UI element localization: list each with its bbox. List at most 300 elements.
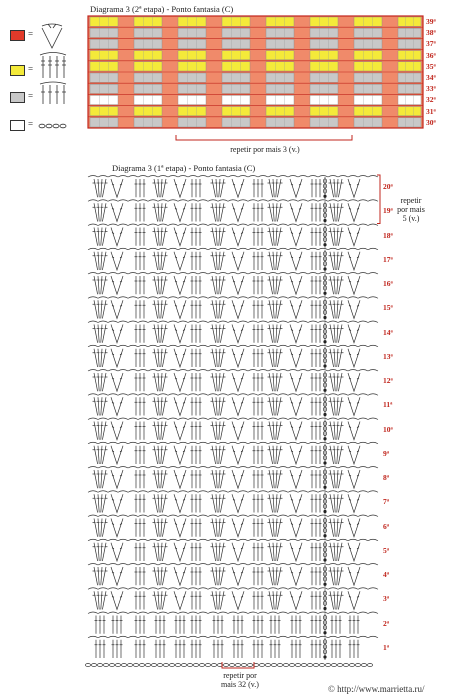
- treble-stitch: [94, 397, 98, 415]
- vee-crossbar: [233, 330, 243, 331]
- chain-arc: [268, 345, 278, 347]
- chain-arc: [208, 467, 218, 469]
- treble-stitch: [162, 349, 166, 367]
- vee-stitch: [174, 203, 186, 221]
- chain-arc: [198, 248, 208, 250]
- chain-arc: [318, 491, 328, 493]
- vee-crossbar: [349, 330, 359, 331]
- chain-arc: [108, 321, 118, 323]
- treble-stitch: [101, 519, 102, 537]
- foundation-chain: [223, 664, 228, 667]
- chain-arc: [278, 321, 288, 323]
- chain-arc: [108, 588, 118, 590]
- treble-stitch: [337, 179, 338, 197]
- chain-arc: [328, 297, 338, 299]
- chain-arc: [278, 539, 288, 541]
- treble-stitch: [330, 325, 334, 343]
- chain-arc: [208, 248, 218, 250]
- chain-arc: [238, 345, 248, 347]
- chain-arc: [138, 176, 148, 178]
- chain-arc: [88, 467, 98, 469]
- chain-arc: [88, 224, 98, 226]
- treble-stitch: [102, 325, 106, 343]
- chain-arc: [238, 176, 248, 178]
- treble-stitch: [216, 373, 217, 391]
- treble-stitch: [212, 325, 216, 343]
- chain-arc: [298, 636, 308, 638]
- vee-stitch: [290, 300, 302, 318]
- chain-arc: [108, 345, 118, 347]
- treble-stitch: [334, 252, 335, 270]
- chain-arc: [188, 418, 198, 420]
- vee-crossbar: [349, 499, 359, 500]
- chain-arc: [328, 636, 338, 638]
- treble-stitch: [338, 325, 342, 343]
- chain-arc: [128, 636, 138, 638]
- treble-stitch: [154, 543, 158, 561]
- treble-stitch: [220, 325, 224, 343]
- vee-crossbar: [233, 572, 243, 573]
- chain-arc: [348, 200, 358, 202]
- chain-arc: [128, 515, 138, 517]
- chain-arc: [178, 321, 188, 323]
- bottom-repeat-note: [210, 671, 270, 689]
- treble-stitch: [158, 591, 159, 609]
- chain-arc: [298, 442, 308, 444]
- vee-crossbar: [349, 305, 359, 306]
- treble-stitch: [101, 543, 102, 561]
- vee-stitch: [232, 543, 244, 561]
- chain-arc: [178, 176, 188, 178]
- vee-stitch: [290, 373, 302, 391]
- vee-stitch: [232, 494, 244, 512]
- chain-arc: [108, 612, 118, 614]
- treble-stitch: [94, 446, 98, 464]
- treble-stitch: [94, 470, 98, 488]
- chain-arc: [318, 515, 328, 517]
- chain-arc: [198, 467, 208, 469]
- treble-stitch: [334, 519, 335, 537]
- chain-arc: [288, 273, 298, 275]
- chain-arc: [228, 636, 238, 638]
- chain-arc: [168, 297, 178, 299]
- chain-arc: [208, 491, 218, 493]
- treble-stitch: [162, 591, 166, 609]
- vee-stitch: [348, 543, 360, 561]
- treble-stitch: [219, 470, 220, 488]
- treble-stitch: [98, 276, 99, 294]
- chain-arc: [358, 394, 368, 396]
- vee-stitch: [174, 543, 186, 561]
- treble-stitch: [212, 397, 216, 415]
- chain-arc: [308, 176, 318, 178]
- treble-stitch: [219, 543, 220, 561]
- treble-stitch: [98, 470, 99, 488]
- chain-arc: [208, 442, 218, 444]
- chain-arc: [98, 564, 108, 566]
- chain-arc: [338, 442, 348, 444]
- chain-arc: [238, 248, 248, 250]
- chain-arc: [368, 636, 378, 638]
- vee-crossbar: [349, 475, 359, 476]
- treble-stitch: [330, 203, 334, 221]
- chain-arc: [158, 370, 168, 372]
- treble-stitch: [277, 203, 281, 221]
- treble-stitch: [338, 349, 342, 367]
- chain-arc: [108, 176, 118, 178]
- chain-arc: [238, 200, 248, 202]
- vee-crossbar: [349, 184, 359, 185]
- vee-stitch: [174, 276, 186, 294]
- bottom-row-label: 20ª: [383, 182, 393, 192]
- chain-arc: [218, 636, 228, 638]
- treble-stitch: [334, 446, 335, 464]
- slip-stitch-dot: [323, 413, 326, 416]
- chain-arc: [318, 370, 328, 372]
- chain-arc: [118, 200, 128, 202]
- chain-arc: [338, 612, 348, 614]
- foundation-chain: [187, 664, 192, 667]
- vee-stitch: [348, 228, 360, 246]
- chain-arc: [168, 588, 178, 590]
- chain-arc: [138, 442, 148, 444]
- chain-arc: [198, 564, 208, 566]
- treble-stitch: [337, 470, 338, 488]
- chain-arc: [278, 418, 288, 420]
- chain-arc: [318, 612, 328, 614]
- treble-stitch: [158, 519, 159, 537]
- chain-arc: [188, 588, 198, 590]
- treble-stitch: [219, 591, 220, 609]
- chain-arc: [98, 176, 108, 178]
- treble-stitch: [220, 252, 224, 270]
- chain-arc: [208, 515, 218, 517]
- chain-arc: [358, 224, 368, 226]
- treble-stitch: [162, 203, 166, 221]
- foundation-chain: [133, 664, 138, 667]
- chain-arc: [148, 224, 158, 226]
- chain-arc: [238, 297, 248, 299]
- chain-arc: [148, 345, 158, 347]
- foundation-chain: [235, 664, 240, 667]
- chain-arc: [198, 491, 208, 493]
- chain-arc: [148, 248, 158, 250]
- chain-arc: [188, 515, 198, 517]
- chain-arc: [348, 248, 358, 250]
- chain-arc: [218, 418, 228, 420]
- treble-stitch: [220, 494, 224, 512]
- chain-arc: [278, 176, 288, 178]
- chain-arc: [228, 564, 238, 566]
- chain-arc: [198, 588, 208, 590]
- treble-stitch: [212, 543, 216, 561]
- treble-stitch: [277, 543, 281, 561]
- treble-stitch: [330, 373, 334, 391]
- treble-stitch: [338, 470, 342, 488]
- treble-stitch: [216, 228, 217, 246]
- treble-stitch: [102, 349, 106, 367]
- chain-arc: [128, 588, 138, 590]
- chain-arc: [338, 636, 348, 638]
- slip-stitch-dot: [323, 195, 326, 198]
- chain-arc: [248, 442, 258, 444]
- chain-arc: [148, 515, 158, 517]
- chain-arc: [118, 588, 128, 590]
- chain-arc: [178, 200, 188, 202]
- chain-arc: [248, 418, 258, 420]
- treble-stitch: [334, 397, 335, 415]
- chain-arc: [258, 248, 268, 250]
- chain-arc: [208, 636, 218, 638]
- chain-arc: [118, 370, 128, 372]
- chain-arc: [148, 370, 158, 372]
- chain-arc: [338, 273, 348, 275]
- vee-crossbar: [175, 208, 185, 209]
- chain-arc: [188, 200, 198, 202]
- treble-stitch: [101, 422, 102, 440]
- treble-stitch: [162, 543, 166, 561]
- chain-arc: [158, 467, 168, 469]
- chain-arc: [198, 273, 208, 275]
- vee-crossbar: [349, 233, 359, 234]
- treble-stitch: [212, 228, 216, 246]
- chain-arc: [218, 588, 228, 590]
- treble-stitch: [273, 470, 274, 488]
- treble-stitch: [161, 494, 162, 512]
- chain-arc: [348, 442, 358, 444]
- treble-stitch: [219, 203, 220, 221]
- chain-arc: [158, 345, 168, 347]
- treble-stitch: [154, 470, 158, 488]
- chain-arc: [308, 370, 318, 372]
- chain-arc: [328, 176, 338, 178]
- treble-stitch: [158, 252, 159, 270]
- foundation-chain: [307, 664, 312, 667]
- chain-arc: [178, 370, 188, 372]
- chain-arc: [168, 636, 178, 638]
- chain-arc: [118, 297, 128, 299]
- vee-stitch: [111, 179, 123, 197]
- vee-crossbar: [175, 475, 185, 476]
- treble-stitch: [98, 494, 99, 512]
- treble-stitch: [220, 591, 224, 609]
- vee-stitch: [111, 203, 123, 221]
- treble-stitch: [216, 300, 217, 318]
- treble-stitch: [94, 422, 98, 440]
- chain-arc: [158, 442, 168, 444]
- chain-arc: [228, 515, 238, 517]
- chain-arc: [258, 200, 268, 202]
- treble-stitch: [338, 179, 342, 197]
- chain-arc: [368, 564, 378, 566]
- chain-arc: [308, 321, 318, 323]
- vee-crossbar: [291, 378, 301, 379]
- chain-arc: [348, 491, 358, 493]
- vee-stitch: [111, 446, 123, 464]
- treble-stitch: [276, 228, 277, 246]
- treble-stitch: [269, 349, 273, 367]
- chain-arc: [368, 467, 378, 469]
- vee-stitch: [174, 591, 186, 609]
- treble-stitch: [154, 325, 158, 343]
- treble-stitch: [337, 494, 338, 512]
- vee-stitch: [232, 373, 244, 391]
- treble-stitch: [161, 470, 162, 488]
- treble-stitch: [269, 470, 273, 488]
- chain-arc: [88, 491, 98, 493]
- vee-crossbar: [233, 281, 243, 282]
- foundation-chain: [367, 664, 372, 667]
- chain-arc: [198, 321, 208, 323]
- foundation-chain: [145, 664, 150, 667]
- treble-stitch: [158, 349, 159, 367]
- chain-arc: [208, 539, 218, 541]
- chain-arc: [328, 273, 338, 275]
- vee-stitch: [348, 373, 360, 391]
- treble-stitch: [98, 422, 99, 440]
- chain-arc: [358, 515, 368, 517]
- treble-stitch: [334, 300, 335, 318]
- treble-stitch: [94, 228, 98, 246]
- vee-crossbar: [349, 572, 359, 573]
- treble-stitch: [338, 397, 342, 415]
- chain-arc: [218, 515, 228, 517]
- vee-stitch: [290, 228, 302, 246]
- chain-arc: [88, 273, 98, 275]
- treble-stitch: [216, 325, 217, 343]
- chain-arc: [308, 442, 318, 444]
- chain-arc: [308, 224, 318, 226]
- treble-stitch: [162, 470, 166, 488]
- chain-arc: [248, 321, 258, 323]
- chain-arc: [238, 370, 248, 372]
- chain-arc: [298, 564, 308, 566]
- treble-stitch: [269, 494, 273, 512]
- vee-crossbar: [112, 475, 122, 476]
- treble-stitch: [94, 567, 98, 585]
- chain-arc: [208, 224, 218, 226]
- vee-crossbar: [175, 402, 185, 403]
- treble-stitch: [216, 446, 217, 464]
- chain-arc: [368, 248, 378, 250]
- chain-arc: [128, 176, 138, 178]
- chain-arc: [268, 588, 278, 590]
- vee-stitch: [232, 591, 244, 609]
- bottom-row-label: 3ª: [383, 594, 389, 604]
- chain-arc: [368, 612, 378, 614]
- treble-stitch: [277, 470, 281, 488]
- chain-arc: [88, 297, 98, 299]
- chain-arc: [328, 564, 338, 566]
- chain-arc: [158, 515, 168, 517]
- chain-arc: [288, 224, 298, 226]
- slip-stitch-dot: [323, 558, 326, 561]
- foundation-chain: [211, 664, 216, 667]
- chain-arc: [278, 273, 288, 275]
- vee-stitch: [348, 567, 360, 585]
- treble-stitch: [98, 446, 99, 464]
- chain-arc: [298, 515, 308, 517]
- chain-arc: [318, 176, 328, 178]
- treble-stitch: [212, 276, 216, 294]
- treble-stitch: [161, 422, 162, 440]
- chain-arc: [348, 564, 358, 566]
- treble-stitch: [212, 591, 216, 609]
- chain-arc: [308, 418, 318, 420]
- treble-stitch: [161, 276, 162, 294]
- chain-arc: [298, 394, 308, 396]
- chain-arc: [118, 418, 128, 420]
- vee-stitch: [111, 397, 123, 415]
- treble-stitch: [101, 446, 102, 464]
- chain-arc: [118, 224, 128, 226]
- vee-crossbar: [233, 475, 243, 476]
- vee-stitch: [174, 446, 186, 464]
- chain-arc: [258, 370, 268, 372]
- treble-stitch: [330, 543, 334, 561]
- vee-stitch: [290, 519, 302, 537]
- vee-crossbar: [233, 233, 243, 234]
- top-diagram-title: Diagrama 3 (2ª etapa) - Ponto fantasia (C): [90, 4, 234, 14]
- vee-crossbar: [291, 524, 301, 525]
- chain-arc: [178, 491, 188, 493]
- treble-stitch: [276, 179, 277, 197]
- chain-arc: [348, 370, 358, 372]
- chain-arc: [228, 200, 238, 202]
- treble-stitch: [276, 373, 277, 391]
- foundation-chain: [349, 664, 354, 667]
- chain-arc: [118, 636, 128, 638]
- treble-stitch: [330, 179, 334, 197]
- treble-stitch: [94, 179, 98, 197]
- treble-stitch: [162, 519, 166, 537]
- chain-arc: [368, 418, 378, 420]
- chain-arc: [278, 394, 288, 396]
- chain-arc: [218, 442, 228, 444]
- treble-stitch: [277, 252, 281, 270]
- treble-stitch: [98, 325, 99, 343]
- chain-arc: [138, 612, 148, 614]
- treble-stitch: [161, 397, 162, 415]
- slip-stitch-dot: [323, 219, 326, 222]
- chain-arc: [318, 273, 328, 275]
- treble-stitch: [216, 397, 217, 415]
- chain-arc: [288, 370, 298, 372]
- chain-arc: [128, 442, 138, 444]
- chain-arc: [348, 467, 358, 469]
- vee-stitch: [348, 494, 360, 512]
- treble-stitch: [334, 470, 335, 488]
- chain-arc: [88, 515, 98, 517]
- chain-arc: [188, 248, 198, 250]
- vee-crossbar: [291, 184, 301, 185]
- top-row-label: 38ª: [426, 28, 436, 38]
- chain-arc: [318, 539, 328, 541]
- chain-arc: [288, 467, 298, 469]
- chain-arc: [238, 588, 248, 590]
- treble-stitch: [273, 373, 274, 391]
- vee-crossbar: [112, 427, 122, 428]
- treble-stitch: [273, 228, 274, 246]
- treble-stitch: [269, 397, 273, 415]
- chain-arc: [168, 370, 178, 372]
- chain-arc: [358, 321, 368, 323]
- treble-stitch: [98, 349, 99, 367]
- chain-arc: [98, 248, 108, 250]
- treble-stitch: [161, 325, 162, 343]
- chain-arc: [288, 612, 298, 614]
- top-row-label: 37ª: [426, 39, 436, 49]
